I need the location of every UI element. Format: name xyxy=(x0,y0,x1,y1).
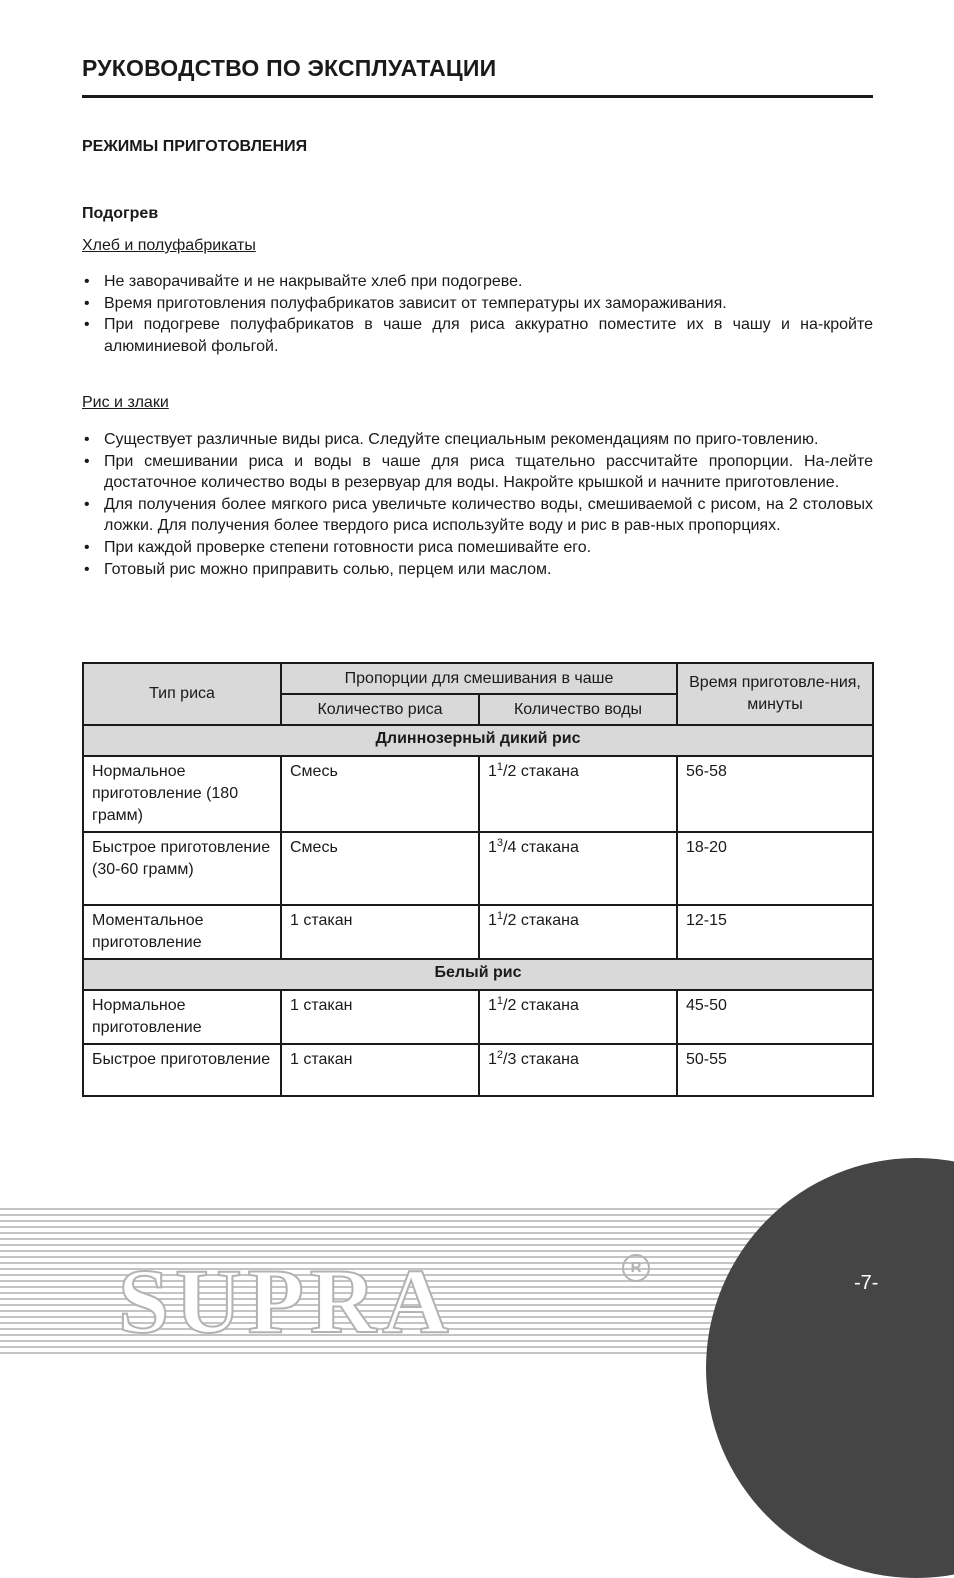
bullet-icon: • xyxy=(84,452,90,470)
table-row xyxy=(83,756,873,832)
rice-type-cell: Нормальное приготовление xyxy=(83,990,281,1044)
rice-cooking-table xyxy=(82,662,874,1097)
topic-bread: Хлеб и полуфабрикаты xyxy=(82,237,256,254)
rice-bullet-list xyxy=(82,429,873,580)
water-amount-cell: $1^1/2$ стакана xyxy=(479,990,677,1044)
bullet-icon: • xyxy=(84,560,90,578)
time-cell: 12-15 xyxy=(677,905,873,959)
table-row xyxy=(83,1044,873,1096)
rice-type-cell: Нормальное приготовление (180 грамм) xyxy=(83,756,281,832)
list-item: • Не заворачивайте и не накрывайте хлеб при подогреве. xyxy=(82,271,873,293)
list-item: • При подогреве полуфабрикатов в чаше для риса аккуратно поместите их в чашу и на-кройте алюминиевой фольгой. xyxy=(84,316,873,355)
header-rice-type: Тип риса xyxy=(83,663,281,725)
topic-rice: Рис и злаки xyxy=(82,394,169,411)
bullet-icon: • xyxy=(84,273,90,290)
rice-amount-cell: 1 стакан xyxy=(281,1044,479,1096)
list-item: • Готовый рис можно приправить солью, перцем или маслом. xyxy=(82,559,873,581)
table-row xyxy=(83,990,873,1044)
header-rice-amount: Количество риса xyxy=(281,694,479,725)
rice-type-cell: Быстрое приготовление (30-60 грамм) xyxy=(83,832,281,905)
bullet-icon: • xyxy=(84,538,90,556)
time-cell: 50-55 xyxy=(677,1044,873,1096)
time-cell: 18-20 xyxy=(677,832,873,905)
table-row xyxy=(83,832,873,905)
rice-amount-cell: Смесь xyxy=(281,832,479,905)
bullet-icon: • xyxy=(84,495,90,513)
list-item: • Существует различные виды риса. Следуйте специальным рекомендациям по приго-товлению. xyxy=(82,429,873,451)
bread-bullet-list xyxy=(82,271,873,357)
subsection-title: Подогрев xyxy=(82,205,159,222)
rice-amount-cell: Смесь xyxy=(281,756,479,832)
section-title: РЕЖИМЫ ПРИГОТОВЛЕНИЯ xyxy=(82,138,308,155)
water-amount-cell: $1^1/2$ стакана xyxy=(479,905,677,959)
table-row xyxy=(83,905,873,959)
bullet-icon: • xyxy=(84,316,90,334)
water-amount-cell: $1^1/2$ стакана xyxy=(479,756,677,832)
group-header: Белый рис xyxy=(83,959,873,990)
bullet-icon: • xyxy=(84,294,90,312)
header-divider xyxy=(82,95,873,98)
registered-mark-icon: R xyxy=(622,1254,650,1282)
rice-type-cell: Моментальное приготовление xyxy=(83,905,281,959)
brand-logo: SUPRA xyxy=(118,1250,455,1352)
page-header-title: РУКОВОДСТВО ПО ЭКСПЛУАТАЦИИ xyxy=(82,55,497,81)
rice-amount-cell: 1 стакан xyxy=(281,905,479,959)
rice-type-cell: Быстрое приготовление xyxy=(83,1044,281,1096)
header-water-amount: Количество воды xyxy=(479,694,677,725)
water-amount-cell: $1^3/4$ стакана xyxy=(479,832,677,905)
time-cell: 56-58 xyxy=(677,756,873,832)
page-number: -7- xyxy=(854,1272,879,1294)
header-proportions: Пропорции для смешивания в чаше xyxy=(281,663,677,694)
header-cooking-time: Время приготовле-ния, минуты xyxy=(677,663,873,725)
water-amount-cell: $1^2/3$ стакана xyxy=(479,1044,677,1096)
list-item: • Для получения более мягкого риса увеличьте количество воды, смешиваемой с рисом, на 2 столовых ложки. Для получения более твердого риса используйте воду и рис в рав-ных пропорциях. xyxy=(84,495,873,535)
time-cell: 45-50 xyxy=(677,990,873,1044)
list-item: • При смешивании риса и воды в чаше для риса тщательно рассчитайте пропорции. На-лейте достаточное количество воды в резервуар для воды. Накройте крышкой и начните приготовление. xyxy=(84,452,873,492)
list-item: • Время приготовления полуфабрикатов зависит от температуры их замораживания. xyxy=(82,293,873,315)
rice-amount-cell: 1 стакан xyxy=(281,990,479,1044)
group-header: Длиннозерный дикий рис xyxy=(83,725,873,756)
list-item: • При каждой проверке степени готовности риса помешивайте его. xyxy=(82,537,873,559)
bullet-icon: • xyxy=(84,431,90,448)
